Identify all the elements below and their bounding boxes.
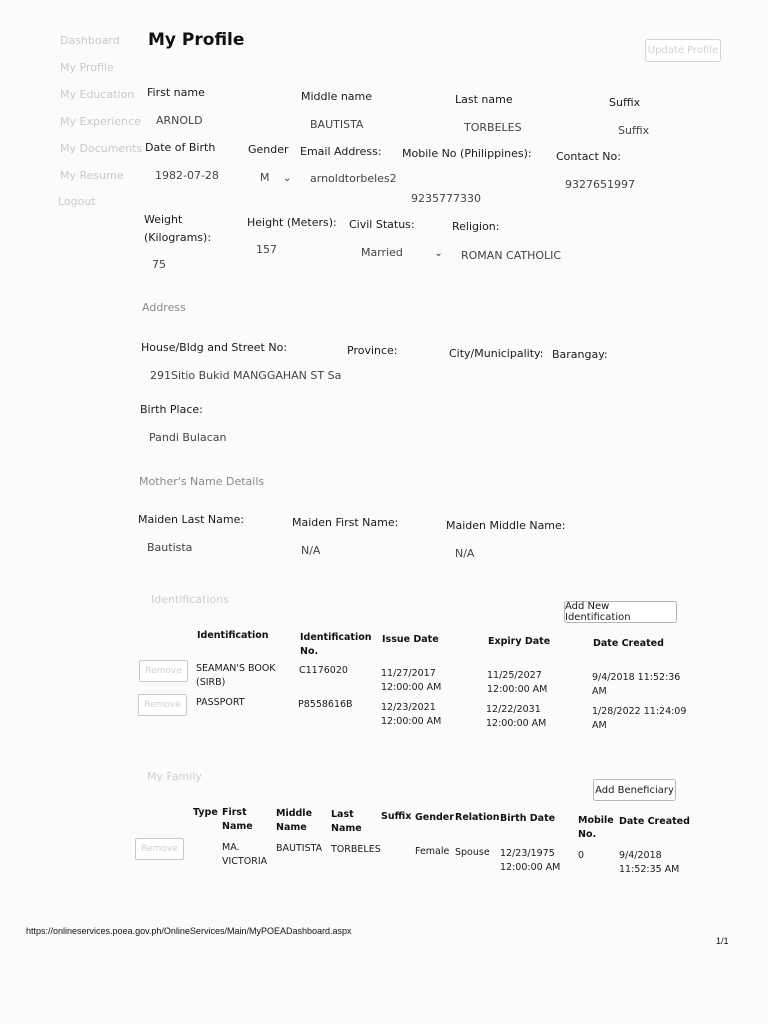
id-cell-expiry-date: 12/22/2031 12:00:00 AM xyxy=(486,704,547,729)
maiden-first-name-field[interactable]: N/A xyxy=(301,544,321,557)
id-header-expiry-date: Expiry Date xyxy=(488,636,551,647)
remove-identification-button[interactable]: Remove xyxy=(138,694,187,716)
maiden-middle-name-label: Maiden Middle Name: xyxy=(446,519,566,532)
id-cell-issue-date: 12/23/2021 12:00:00 AM xyxy=(381,702,442,727)
id-cell-identification: SEAMAN'S BOOK (SIRB) xyxy=(196,663,276,688)
address-section-title: Address xyxy=(142,301,186,314)
sidebar-item-dashboard[interactable]: Dashboard xyxy=(60,34,120,47)
family-header-date-created: Date Created xyxy=(619,816,690,827)
house-street-field[interactable]: 291Sitio Bukid MANGGAHAN ST Sa xyxy=(150,369,342,382)
remove-identification-button[interactable]: Remove xyxy=(139,660,188,682)
birth-place-field[interactable]: Pandi Bulacan xyxy=(149,431,227,444)
suffix-field[interactable]: Suffix xyxy=(618,124,650,137)
family-cell-relation: Spouse xyxy=(455,847,490,858)
family-header-birth-date: Birth Date xyxy=(500,813,556,824)
gender-select[interactable] xyxy=(260,171,291,184)
chevron-down-icon: ⌄ xyxy=(283,173,292,184)
date-of-birth-field[interactable]: 1982-07-28 xyxy=(155,169,219,182)
maiden-middle-name-field[interactable]: N/A xyxy=(455,547,475,560)
family-header-gender: Gender xyxy=(415,812,454,823)
family-section-title: My Family xyxy=(147,770,202,783)
barangay-label: Barangay: xyxy=(552,348,608,361)
mother-section-title: Mother's Name Details xyxy=(139,475,265,488)
family-cell-mobile-no: 0 xyxy=(578,850,585,861)
birth-place-label: Birth Place: xyxy=(140,403,203,416)
id-header-number: Identification No. xyxy=(300,632,372,657)
first-name-field[interactable]: ARNOLD xyxy=(156,114,203,127)
add-identification-button[interactable]: Add New Identification xyxy=(564,601,677,623)
contact-label: Contact No: xyxy=(556,150,621,163)
weight-unit-label: (Kilograms): xyxy=(144,231,212,244)
maiden-last-name-field[interactable]: Bautista xyxy=(147,541,193,554)
last-name-label: Last name xyxy=(455,93,513,106)
mobile-field[interactable]: 9235777330 xyxy=(411,192,481,205)
id-header-issue-date: Issue Date xyxy=(382,634,439,645)
sidebar-item-logout[interactable]: Logout xyxy=(58,195,96,208)
id-cell-date-created: 1/28/2022 11:24:09 AM xyxy=(592,706,687,731)
religion-label: Religion: xyxy=(452,220,500,233)
remove-beneficiary-button[interactable]: Remove xyxy=(135,838,184,860)
family-cell-middle-name: BAUTISTA xyxy=(276,843,323,854)
civil-status-select[interactable] xyxy=(361,246,443,259)
sidebar-item-my-education[interactable]: My Education xyxy=(60,88,135,101)
identifications-section-title: Identifications xyxy=(151,593,229,606)
email-label: Email Address: xyxy=(300,145,382,158)
first-name-label: First name xyxy=(147,86,205,99)
id-header-identification: Identification xyxy=(197,630,269,641)
family-header-first-name: First Name xyxy=(222,807,253,832)
city-label: City/Municipality: xyxy=(449,347,544,360)
sidebar-item-my-resume[interactable]: My Resume xyxy=(60,169,124,182)
weight-field[interactable]: 75 xyxy=(152,258,166,271)
family-header-suffix: Suffix xyxy=(381,811,412,822)
id-cell-issue-date: 11/27/2017 12:00:00 AM xyxy=(381,668,442,693)
province-label: Province: xyxy=(347,344,398,357)
suffix-label: Suffix xyxy=(609,96,641,109)
sidebar-item-my-experience[interactable]: My Experience xyxy=(60,115,141,128)
id-cell-identification: PASSPORT xyxy=(196,697,245,708)
height-label: Height (Meters): xyxy=(247,216,337,229)
page-number: 1/1 xyxy=(716,936,729,946)
maiden-last-name-label: Maiden Last Name: xyxy=(138,513,245,526)
id-cell-number: C1176020 xyxy=(299,665,348,676)
family-header-last-name: Last Name xyxy=(331,809,362,834)
family-cell-first-name: MA. VICTORIA xyxy=(222,842,268,867)
family-header-middle-name: Middle Name xyxy=(276,808,313,833)
family-cell-last-name: TORBELES xyxy=(331,844,381,855)
house-street-label: House/Bldg and Street No: xyxy=(141,341,288,354)
religion-field[interactable]: ROMAN CATHOLIC xyxy=(461,249,562,262)
middle-name-label: Middle name xyxy=(301,90,373,103)
page-title: My Profile xyxy=(148,30,245,50)
id-cell-date-created: 9/4/2018 11:52:36 AM xyxy=(592,672,681,697)
civil-status-value: Married xyxy=(361,246,403,259)
gender-value: M xyxy=(260,171,270,184)
family-cell-birth-date: 12/23/1975 12:00:00 AM xyxy=(500,848,561,873)
family-header-relation: Relation xyxy=(455,812,500,823)
family-header-type: Type xyxy=(193,807,218,818)
last-name-field[interactable]: TORBELES xyxy=(464,121,522,134)
family-cell-date-created: 9/4/2018 11:52:35 AM xyxy=(619,850,680,875)
contact-field[interactable]: 9327651997 xyxy=(565,178,635,191)
id-cell-expiry-date: 11/25/2027 12:00:00 AM xyxy=(487,670,548,695)
weight-label: Weight xyxy=(144,213,183,226)
family-header-mobile-no: Mobile No. xyxy=(578,815,614,840)
sidebar-item-my-profile[interactable]: My Profile xyxy=(60,61,114,74)
sidebar-item-my-documents[interactable]: My Documents xyxy=(60,142,143,155)
update-profile-button[interactable]: Update Profile xyxy=(645,39,721,62)
civil-status-label: Civil Status: xyxy=(349,218,415,231)
chevron-down-icon: ⌄ xyxy=(434,248,443,259)
page-url: https://onlineservices.poea.gov.ph/OnlineServices/Main/MyPOEADashboard.aspx xyxy=(26,926,352,936)
id-cell-number: P8558616B xyxy=(298,699,353,710)
add-beneficiary-button[interactable]: Add Beneficiary xyxy=(593,779,676,801)
id-header-date-created: Date Created xyxy=(593,638,664,649)
maiden-first-name-label: Maiden First Name: xyxy=(292,516,399,529)
gender-label: Gender xyxy=(248,143,289,156)
middle-name-field[interactable]: BAUTISTA xyxy=(310,118,364,131)
date-of-birth-label: Date of Birth xyxy=(145,141,216,154)
email-field[interactable]: arnoldtorbeles2 xyxy=(310,172,397,185)
height-field[interactable]: 157 xyxy=(256,243,277,256)
mobile-label: Mobile No (Philippines): xyxy=(402,147,532,160)
family-cell-gender: Female xyxy=(415,846,450,857)
